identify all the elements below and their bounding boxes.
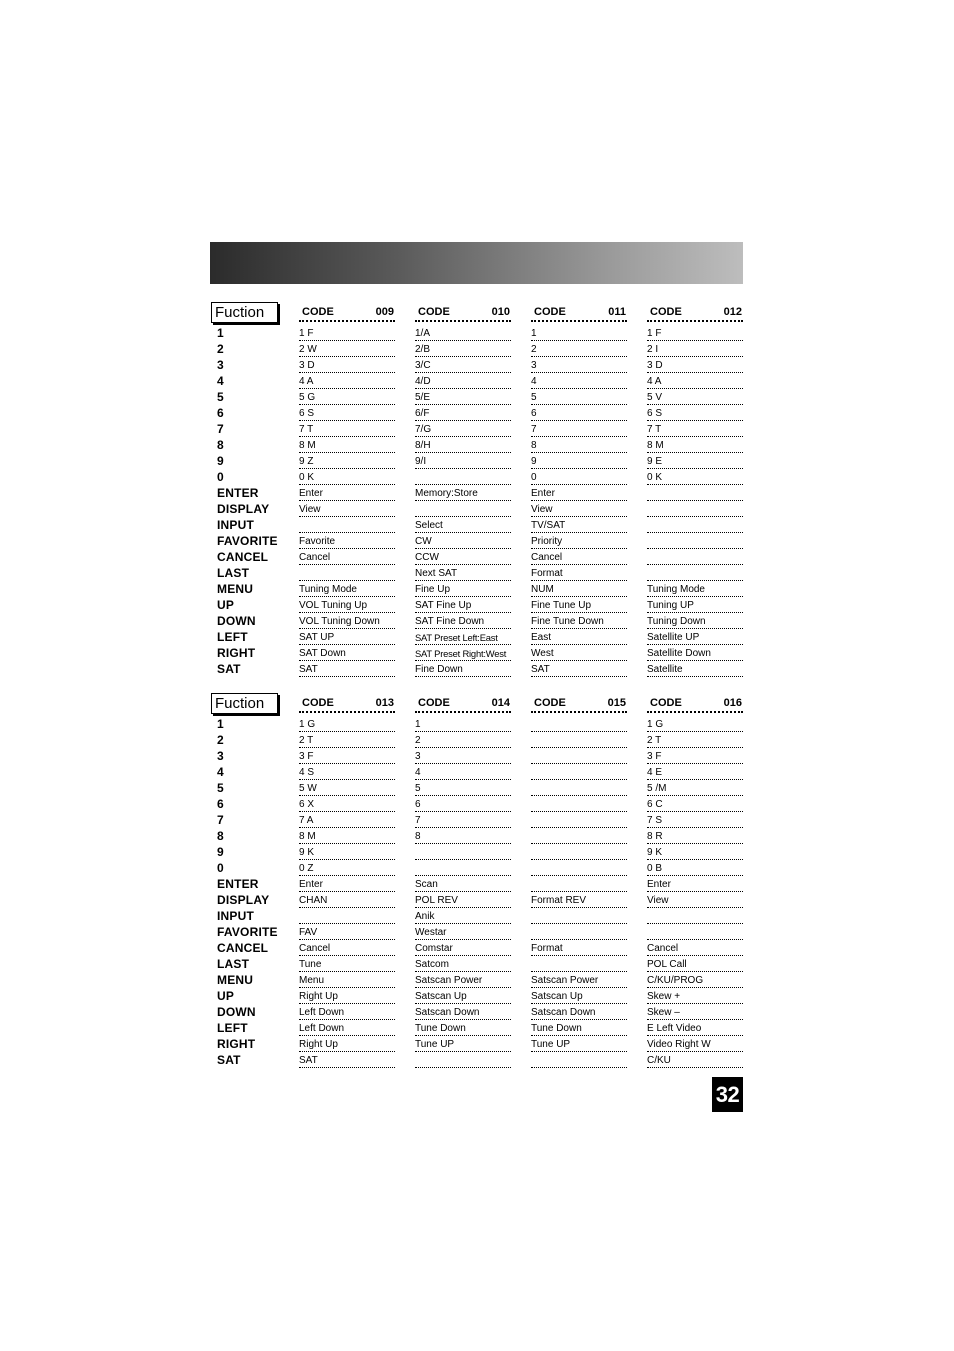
code-cell: 4	[415, 764, 511, 780]
code-cell: Fine Tune Down	[531, 613, 627, 629]
code-cell: Cancel	[647, 940, 743, 956]
code-cell: 2 W	[299, 341, 395, 357]
code-cells	[415, 713, 511, 1068]
function-label: CANCEL	[217, 941, 269, 955]
function-label: RIGHT	[217, 1037, 256, 1051]
code-cell: Skew –	[647, 1004, 743, 1020]
code-cell: 1 F	[647, 325, 743, 341]
code-cell: Satellite UP	[647, 629, 743, 645]
code-number: 011	[608, 306, 626, 318]
function-label: 4	[217, 374, 224, 388]
code-label: CODE	[650, 697, 682, 709]
code-cell: NUM	[531, 581, 627, 597]
function-label: SAT	[217, 1053, 241, 1067]
code-cell: Priority	[531, 533, 627, 549]
code-cell	[531, 716, 627, 732]
code-cell	[531, 732, 627, 748]
code-cell	[531, 764, 627, 780]
code-cell: SAT Fine Up	[415, 597, 511, 613]
function-label: 2	[217, 342, 224, 356]
code-number: 009	[375, 306, 394, 318]
code-cell: Tune Down	[415, 1020, 511, 1036]
code-cell: View	[647, 892, 743, 908]
code-cell: 8 M	[647, 437, 743, 453]
function-labels	[217, 716, 297, 1068]
header-bar	[210, 242, 743, 284]
code-cell: VOL Tuning Down	[299, 613, 395, 629]
function-label: 6	[217, 797, 224, 811]
code-cell: 3	[415, 748, 511, 764]
code-cell	[647, 565, 743, 581]
function-label: LEFT	[217, 1021, 248, 1035]
function-label: FAVORITE	[217, 534, 278, 548]
code-cell	[531, 796, 627, 812]
code-cell: 5 W	[299, 780, 395, 796]
code-cell: Comstar	[415, 940, 511, 956]
code-cell: Memory:Store	[415, 485, 511, 501]
code-cell: Anik	[415, 908, 511, 924]
function-label: 3	[217, 358, 224, 372]
code-cell: 5/E	[415, 389, 511, 405]
function-label: DOWN	[217, 614, 256, 628]
code-cell: Fine Up	[415, 581, 511, 597]
code-cell	[531, 748, 627, 764]
code-cell	[531, 1052, 627, 1068]
function-label: ENTER	[217, 877, 259, 891]
code-cell: 8 R	[647, 828, 743, 844]
code-cell	[415, 1052, 511, 1068]
code-cell: Tuning UP	[647, 597, 743, 613]
function-label: DISPLAY	[217, 502, 270, 516]
code-cell: 8	[531, 437, 627, 453]
code-cell: 9	[531, 453, 627, 469]
code-cell: Satscan Down	[415, 1004, 511, 1020]
code-column	[299, 692, 395, 1068]
code-cell	[531, 924, 627, 940]
code-cell: 2 I	[647, 341, 743, 357]
code-cell: 8/H	[415, 437, 511, 453]
code-cell: Next SAT	[415, 565, 511, 581]
function-label: FAVORITE	[217, 925, 278, 939]
code-header	[647, 301, 743, 322]
code-cell: Satscan Down	[531, 1004, 627, 1020]
function-label: 8	[217, 829, 224, 843]
function-label: LAST	[217, 957, 250, 971]
code-cell: 0 K	[299, 469, 395, 485]
code-cell: SAT	[531, 661, 627, 677]
function-label: SAT	[217, 662, 241, 676]
code-cell: Cancel	[299, 940, 395, 956]
code-cell: 9 E	[647, 453, 743, 469]
code-cell: Westar	[415, 924, 511, 940]
code-cell	[531, 860, 627, 876]
code-cell: Right Up	[299, 988, 395, 1004]
code-cell: Enter	[531, 485, 627, 501]
code-cell: 6 C	[647, 796, 743, 812]
code-cell: 3	[531, 357, 627, 373]
function-label: MENU	[217, 973, 254, 987]
code-cell: POL Call	[647, 956, 743, 972]
code-cell: Satscan Power	[531, 972, 627, 988]
code-cell: Tuning Mode	[299, 581, 395, 597]
code-cell: Satellite	[647, 661, 743, 677]
function-label: 4	[217, 765, 224, 779]
function-label: DISPLAY	[217, 893, 270, 907]
code-cell: SAT UP	[299, 629, 395, 645]
code-column	[415, 692, 511, 1068]
function-header: Fuction	[211, 302, 278, 323]
code-cell: Enter	[299, 485, 395, 501]
function-label: INPUT	[217, 909, 254, 923]
code-cell: 0	[531, 469, 627, 485]
code-column	[531, 692, 627, 1068]
code-cell: 2	[415, 732, 511, 748]
code-column	[531, 301, 627, 677]
code-cell: Tune UP	[531, 1036, 627, 1052]
code-cell: TV/SAT	[531, 517, 627, 533]
code-cell: VOL Tuning Up	[299, 597, 395, 613]
function-label: DOWN	[217, 1005, 256, 1019]
code-number: 012	[723, 306, 742, 318]
code-cell: 3 D	[299, 357, 395, 373]
code-cell: 7 T	[647, 421, 743, 437]
function-label: 9	[217, 845, 224, 859]
code-cell	[531, 780, 627, 796]
code-cell	[647, 549, 743, 565]
code-cell	[647, 485, 743, 501]
code-cell: 7	[415, 812, 511, 828]
code-cell: Scan	[415, 876, 511, 892]
function-label: 0	[217, 861, 224, 875]
code-cell: Enter	[299, 876, 395, 892]
code-cell: 0 Z	[299, 860, 395, 876]
page-number: 32	[712, 1077, 743, 1112]
code-cell: Format	[531, 940, 627, 956]
code-cell: Video Right W	[647, 1036, 743, 1052]
function-label: LAST	[217, 566, 250, 580]
code-cell: 6	[415, 796, 511, 812]
code-cells	[531, 322, 627, 677]
code-cell: 5	[415, 780, 511, 796]
code-cell	[299, 565, 395, 581]
code-cell: Fine Down	[415, 661, 511, 677]
code-cell: C/KU	[647, 1052, 743, 1068]
code-cell	[647, 533, 743, 549]
code-header	[299, 692, 395, 713]
code-cell: SAT Preset Left:East	[415, 629, 511, 645]
code-header	[531, 692, 627, 713]
code-cell: Menu	[299, 972, 395, 988]
code-cell	[531, 812, 627, 828]
code-label: CODE	[302, 306, 334, 318]
code-cell: 1	[531, 325, 627, 341]
function-label: 7	[217, 813, 224, 827]
code-cell: 2/B	[415, 341, 511, 357]
code-cell: SAT	[299, 661, 395, 677]
code-cell: 0 K	[647, 469, 743, 485]
function-label: 3	[217, 749, 224, 763]
function-label: 5	[217, 781, 224, 795]
code-cell: 1 F	[299, 325, 395, 341]
code-cell: 7 A	[299, 812, 395, 828]
code-cell: Left Down	[299, 1004, 395, 1020]
function-label: 7	[217, 422, 224, 436]
code-header	[299, 301, 395, 322]
code-cell	[415, 844, 511, 860]
code-header	[415, 692, 511, 713]
function-label: 6	[217, 406, 224, 420]
code-cells	[531, 713, 627, 1068]
code-cell: 9 K	[647, 844, 743, 860]
code-cell: 4 S	[299, 764, 395, 780]
code-cell: 3/C	[415, 357, 511, 373]
code-cell: CW	[415, 533, 511, 549]
code-cell: 3 F	[647, 748, 743, 764]
code-cell: 9 K	[299, 844, 395, 860]
function-label: 1	[217, 326, 224, 340]
code-cell: Select	[415, 517, 511, 533]
code-cell: Favorite	[299, 533, 395, 549]
code-cell: 4/D	[415, 373, 511, 389]
code-cells	[415, 322, 511, 677]
code-cell: 1 G	[647, 716, 743, 732]
code-cell: West	[531, 645, 627, 661]
code-cell: 5 V	[647, 389, 743, 405]
code-cell: SAT Preset Right:West	[415, 645, 511, 661]
code-cell: 3 F	[299, 748, 395, 764]
code-cell	[299, 908, 395, 924]
code-cell	[415, 860, 511, 876]
code-cell: Tune Down	[531, 1020, 627, 1036]
code-cell: 6 S	[299, 405, 395, 421]
code-number: 015	[607, 697, 626, 709]
function-label: 2	[217, 733, 224, 747]
code-cell: 1	[415, 716, 511, 732]
code-label: CODE	[418, 306, 450, 318]
code-cell: 3 D	[647, 357, 743, 373]
code-cell: 6 S	[647, 405, 743, 421]
function-label: RIGHT	[217, 646, 256, 660]
code-cell	[531, 844, 627, 860]
code-cell: View	[299, 501, 395, 517]
code-cell: Left Down	[299, 1020, 395, 1036]
code-cell: 8 M	[299, 828, 395, 844]
code-cell: 6	[531, 405, 627, 421]
code-cell: Fine Tune Up	[531, 597, 627, 613]
code-cell: SAT Fine Down	[415, 613, 511, 629]
code-cell: Right Up	[299, 1036, 395, 1052]
code-cell: Tuning Down	[647, 613, 743, 629]
code-cells	[299, 713, 395, 1068]
code-label: CODE	[534, 306, 566, 318]
code-column	[647, 692, 743, 1068]
function-label: LEFT	[217, 630, 248, 644]
code-column	[647, 301, 743, 677]
code-cell: 2 T	[647, 732, 743, 748]
function-labels	[217, 325, 297, 677]
code-cell: FAV	[299, 924, 395, 940]
code-cell: E Left Video	[647, 1020, 743, 1036]
code-cell: SAT	[299, 1052, 395, 1068]
code-cell	[531, 956, 627, 972]
code-cell: Tuning Mode	[647, 581, 743, 597]
code-cell	[415, 501, 511, 517]
code-cell: East	[531, 629, 627, 645]
code-cell: Cancel	[299, 549, 395, 565]
function-label: 1	[217, 717, 224, 731]
code-header	[531, 301, 627, 322]
code-cell: Tune	[299, 956, 395, 972]
function-label: 0	[217, 470, 224, 484]
function-label: CANCEL	[217, 550, 269, 564]
code-cell: View	[531, 501, 627, 517]
code-cell	[647, 501, 743, 517]
code-cell	[531, 908, 627, 924]
code-cell: 5 G	[299, 389, 395, 405]
code-cell: Satellite Down	[647, 645, 743, 661]
code-cell: 4 A	[299, 373, 395, 389]
code-cells	[647, 322, 743, 677]
code-cell	[647, 908, 743, 924]
code-cell: 4 E	[647, 764, 743, 780]
code-column	[415, 301, 511, 677]
code-cell: 7	[531, 421, 627, 437]
code-number: 010	[491, 306, 510, 318]
code-cell: Tune UP	[415, 1036, 511, 1052]
function-label: 5	[217, 390, 224, 404]
code-cell: SAT Down	[299, 645, 395, 661]
function-label: MENU	[217, 582, 254, 596]
code-cell: Satscan Up	[531, 988, 627, 1004]
code-cell	[531, 876, 627, 892]
code-cell: 9 Z	[299, 453, 395, 469]
code-cell	[647, 924, 743, 940]
code-cell: Skew +	[647, 988, 743, 1004]
code-cell: 8	[415, 828, 511, 844]
code-cell: POL REV	[415, 892, 511, 908]
function-header: Fuction	[211, 693, 278, 714]
code-label: CODE	[302, 697, 334, 709]
code-cell: 0 B	[647, 860, 743, 876]
code-cell: Cancel	[531, 549, 627, 565]
code-cell: Format	[531, 565, 627, 581]
code-cell	[415, 469, 511, 485]
code-cell: C/KU/PROG	[647, 972, 743, 988]
code-number: 014	[491, 697, 510, 709]
code-cells	[299, 322, 395, 677]
code-header	[415, 301, 511, 322]
code-cell: 4	[531, 373, 627, 389]
function-label: ENTER	[217, 486, 259, 500]
code-number: 013	[375, 697, 394, 709]
code-cell: 1/A	[415, 325, 511, 341]
code-column	[299, 301, 395, 677]
code-cell: 9/I	[415, 453, 511, 469]
code-number: 016	[723, 697, 742, 709]
code-cell: Satscan Up	[415, 988, 511, 1004]
code-cell: Satcom	[415, 956, 511, 972]
code-header	[647, 692, 743, 713]
code-cell: 6 X	[299, 796, 395, 812]
code-cell: Format REV	[531, 892, 627, 908]
code-cell: 7 S	[647, 812, 743, 828]
code-cell: 7 T	[299, 421, 395, 437]
code-cells	[647, 713, 743, 1068]
function-label: 8	[217, 438, 224, 452]
code-cell: Satscan Power	[415, 972, 511, 988]
code-cell: CCW	[415, 549, 511, 565]
code-cell: CHAN	[299, 892, 395, 908]
code-cell: 1 G	[299, 716, 395, 732]
code-cell: 5 /M	[647, 780, 743, 796]
code-label: CODE	[534, 697, 566, 709]
code-cell	[647, 517, 743, 533]
function-label: INPUT	[217, 518, 254, 532]
code-cell: Enter	[647, 876, 743, 892]
code-cell: 4 A	[647, 373, 743, 389]
code-cell: 5	[531, 389, 627, 405]
code-cell	[299, 517, 395, 533]
function-label: UP	[217, 989, 235, 1003]
code-cell: 8 M	[299, 437, 395, 453]
code-cell: 7/G	[415, 421, 511, 437]
function-label: UP	[217, 598, 235, 612]
code-cell: 6/F	[415, 405, 511, 421]
code-label: CODE	[418, 697, 450, 709]
code-label: CODE	[650, 306, 682, 318]
code-cell	[531, 828, 627, 844]
code-cell: 2	[531, 341, 627, 357]
code-cell: 2 T	[299, 732, 395, 748]
function-label: 9	[217, 454, 224, 468]
